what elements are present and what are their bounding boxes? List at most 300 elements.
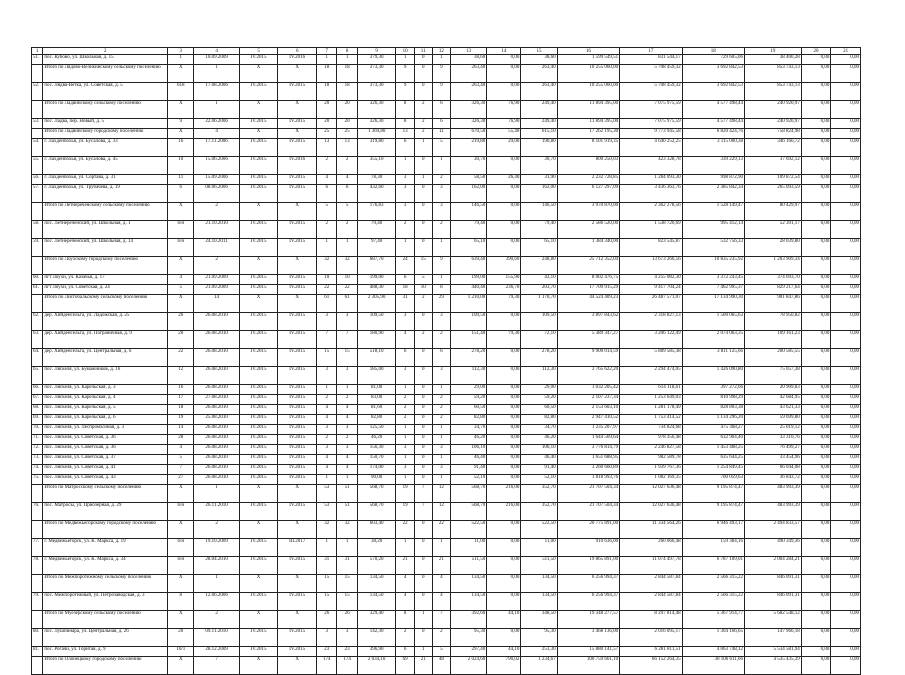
value-cell: 20 (317, 119, 337, 129)
value-cell: 1 134 296,20 (682, 415, 744, 425)
value-cell: 134,50 (521, 575, 557, 593)
value-cell: 11,00 (521, 539, 557, 557)
value-cell: 3 (337, 367, 357, 385)
table-row (32, 435, 861, 445)
value-cell: 27 (168, 475, 194, 485)
value-cell: 263,40 (450, 65, 486, 83)
value-cell: 1 426 090,80 (682, 367, 744, 385)
value-cell: 21 707 504,34 (557, 485, 619, 503)
value-cell: 10 255 060,00 (557, 83, 619, 101)
value-cell: 3 811 125,66 (682, 349, 744, 367)
value-cell: 396,90 (357, 647, 396, 657)
value-cell: 26 487 571,07 (620, 295, 682, 313)
value-cell: 1 (194, 65, 239, 83)
value-cell: 11,00 (450, 539, 486, 557)
value-cell: 2 (337, 221, 357, 239)
value-cell: 3 (317, 425, 337, 435)
value-cell: 24.10.2011 (194, 239, 239, 257)
address-cell: пос. Рогачи, ул. Горитая, д. 9 (43, 647, 168, 657)
value-cell: IV.2015 (239, 593, 278, 611)
value-cell: 355,10 (357, 157, 396, 175)
value-cell: 15 (337, 593, 357, 611)
value-cell: 568,70 (357, 503, 396, 521)
value-cell: б/н (168, 539, 194, 557)
value-cell: 6 946 493,17 (682, 521, 744, 539)
value-cell: IV.2015 (239, 139, 278, 157)
subtotal-row (32, 257, 861, 275)
value-cell: 37 692,12 (745, 157, 802, 175)
value-cell: 263,40 (521, 83, 557, 101)
column-number: 7 (317, 48, 337, 55)
value-cell: 36 843,72 (745, 475, 802, 485)
value-cell: 134,50 (450, 593, 486, 611)
value-cell: 134,50 (450, 575, 486, 593)
value-cell: IV.2015 (278, 185, 317, 203)
value-cell: 2 362 278,56 (620, 203, 682, 221)
value-cell: 2 (194, 611, 239, 629)
value-cell: 4 (432, 575, 450, 593)
value-cell: 95,30 (450, 629, 486, 647)
value-cell: 199,00 (357, 275, 396, 285)
value-cell: IV.2015 (239, 331, 278, 349)
value-cell: 2 232 728,85 (557, 175, 619, 185)
value-cell: 1 (432, 55, 450, 65)
value-cell: 7 (414, 503, 432, 521)
value-cell: 59,20 (450, 395, 486, 405)
value-cell: IV.2015 (239, 405, 278, 415)
value-cell: 0,00 (487, 239, 521, 257)
value-cell: 97,40 (357, 239, 396, 257)
subtotal-row (32, 521, 861, 539)
value-cell: 2 (194, 257, 239, 275)
value-cell: 38 400,28 (745, 55, 802, 65)
address-cell: Итого по Матросскому сельскому поселению (43, 485, 168, 503)
value-cell: 326,30 (357, 101, 396, 119)
value-cell: 190,80 (521, 139, 557, 157)
value-cell: 11 (168, 175, 194, 185)
value-cell: 83,00 (357, 395, 396, 405)
value-cell: 2 (414, 101, 432, 119)
value-cell: 0,00 (831, 83, 861, 101)
value-cell: 373,30 (357, 65, 396, 83)
value-cell: 4 640 252,25 (620, 139, 682, 157)
value-cell: 6 (396, 349, 414, 367)
value-cell: 326,30 (450, 119, 486, 129)
value-cell: IV.2015 (278, 455, 317, 465)
value-cell: 1 (317, 475, 337, 485)
value-cell: 76 499,27 (745, 445, 802, 455)
value-cell: IV.2015 (278, 331, 317, 349)
value-cell: 106,10 (521, 445, 557, 455)
value-cell: 3 (317, 629, 337, 647)
row-number: 55. (32, 157, 43, 175)
value-cell: 831 544,17 (620, 55, 682, 65)
value-cell: 38,60 (450, 55, 486, 65)
value-cell: 0,00 (801, 139, 831, 157)
value-cell: 162,00 (450, 185, 486, 203)
value-cell: 6 (337, 185, 357, 203)
value-cell: 4 (396, 593, 414, 611)
value-cell: 1 304 166,65 (682, 629, 744, 647)
value-cell: 4 (317, 465, 337, 475)
value-cell: 0,00 (487, 185, 521, 203)
value-cell: 1 (396, 425, 414, 435)
value-cell: 1 538 726,69 (620, 221, 682, 239)
value-cell: 7 (194, 657, 239, 675)
value-cell: 0,00 (487, 405, 521, 415)
value-cell: 0,00 (831, 331, 861, 349)
value-cell: 5 889 585,38 (620, 349, 682, 367)
row-number (32, 101, 43, 119)
value-cell: 21 (396, 557, 414, 575)
value-cell: 176,83 (357, 203, 396, 221)
value-cell: 0 (414, 465, 432, 475)
value-cell: 46,40 (450, 455, 486, 465)
value-cell: X (278, 101, 317, 119)
value-cell: 2 074 063,35 (682, 331, 744, 349)
value-cell: 0,00 (801, 55, 831, 65)
value-cell: 18 (337, 83, 357, 101)
value-cell: 278,20 (450, 349, 486, 367)
value-cell: 2 305,90 (357, 295, 396, 313)
address-cell: г. Лахденпохья, ул. Бусалова, д. 33 (43, 139, 168, 157)
value-cell: 0,00 (831, 503, 861, 521)
column-number: 21 (831, 48, 861, 55)
value-cell: 13 (396, 129, 414, 139)
value-cell: 219,80 (450, 139, 486, 157)
value-cell: 0 (414, 629, 432, 647)
value-cell: 17 (168, 395, 194, 405)
row-number: 64. (32, 349, 43, 367)
value-cell: 9 (432, 83, 450, 101)
value-cell: IV.2015 (278, 647, 317, 657)
column-number: 17 (620, 48, 682, 55)
value-cell: 12 (432, 503, 450, 521)
value-cell: IV.2015 (239, 475, 278, 485)
value-cell: 1 500 065,63 (682, 313, 744, 331)
value-cell: 2 246 827,58 (620, 445, 682, 455)
table-row (32, 455, 861, 465)
address-cell: Итого по Лоухскому городскому поселению (43, 257, 168, 275)
row-number: 56. (32, 175, 43, 185)
value-cell: 374 693,70 (745, 275, 802, 285)
value-cell: б/н (168, 557, 194, 575)
value-cell: 0,00 (801, 435, 831, 445)
value-cell: 3 (396, 445, 414, 455)
value-cell: 1 (194, 101, 239, 119)
value-cell: 2 (317, 395, 337, 405)
value-cell: 0,00 (487, 221, 521, 239)
value-cell: 26,40 (487, 175, 521, 185)
value-cell: 9 (432, 65, 450, 83)
value-cell: 20 (168, 331, 194, 349)
value-cell: 1 (432, 435, 450, 445)
value-cell: X (239, 657, 278, 675)
address-cell: Итого по Лядово-Великинскому сельскому поселению (43, 65, 168, 83)
value-cell: IV.2015 (278, 557, 317, 575)
row-number: 71. (32, 435, 43, 445)
value-cell: 6 256 994,37 (557, 575, 619, 593)
value-cell: 5 389 347,27 (557, 331, 619, 349)
value-cell: 1 (432, 157, 450, 175)
value-cell: 2 (432, 331, 450, 349)
table-row (32, 629, 861, 647)
value-cell: 3 (432, 313, 450, 331)
value-cell: 3 (432, 203, 450, 221)
value-cell: 81,60 (357, 405, 396, 415)
row-number (32, 575, 43, 593)
value-cell: 23 (317, 647, 337, 657)
value-cell: 729 605,06 (682, 55, 744, 65)
table-row (32, 405, 861, 415)
value-cell: 155,90 (487, 275, 521, 285)
value-cell: 1 528 149,47 (682, 203, 744, 221)
value-cell: 3 (396, 185, 414, 203)
value-cell: 21 (414, 657, 432, 675)
value-cell: X (278, 657, 317, 675)
value-cell: X (278, 257, 317, 275)
value-cell: 3 (396, 367, 414, 385)
value-cell: 17 134 990,30 (682, 295, 744, 313)
value-cell: 0,00 (801, 521, 831, 539)
value-cell: X (168, 575, 194, 593)
value-cell: 30 106 611,66 (682, 657, 744, 675)
subtotal-row (32, 65, 861, 83)
value-cell: 440,40 (450, 285, 486, 295)
value-cell: 0,00 (831, 129, 861, 139)
value-cell: 2 (337, 395, 357, 405)
value-cell: 297,40 (450, 647, 486, 657)
value-cell: 2 947 410,52 (557, 415, 619, 425)
value-cell: 146,50 (450, 203, 486, 221)
value-cell: 1 369,80 (357, 129, 396, 139)
value-cell: IV.2015 (278, 119, 317, 129)
address-cell: пос. Ляскеля, ул. Советская, д. 41 (43, 465, 168, 475)
value-cell: IV.2015 (278, 465, 317, 475)
value-cell: 0 (414, 539, 432, 557)
value-cell: 0,00 (801, 221, 831, 239)
value-cell: 2 107 237,34 (557, 395, 619, 405)
address-cell: пос. Межпоротежный, ул. Петрозаводская, д. 3 (43, 593, 168, 611)
value-cell: 0,00 (801, 185, 831, 203)
value-cell: III.2017 (278, 539, 317, 557)
value-cell: 29,00 (450, 385, 486, 395)
value-cell: 263,40 (450, 83, 486, 101)
row-number: 57. (32, 185, 43, 203)
value-cell: 568,70 (357, 485, 396, 503)
address-cell: г. Лахденпохья, ул. Бусалова, д. 45 (43, 157, 168, 175)
table-row (32, 395, 861, 405)
column-number: 18 (682, 48, 744, 55)
value-cell: 25 (337, 129, 357, 139)
value-cell: 10 (414, 285, 432, 295)
value-cell: 4 (194, 129, 239, 139)
value-cell: 19 348 277,57 (557, 611, 619, 629)
value-cell: IV.2015 (239, 55, 278, 65)
value-cell: 3 (432, 367, 450, 385)
value-cell: 4 577 498,44 (682, 101, 744, 119)
column-number-row (32, 48, 861, 55)
value-cell: 125,50 (357, 425, 396, 435)
value-cell: 901 847,86 (745, 295, 802, 313)
address-cell: Итого по Олонецкому городскому поселению (43, 657, 168, 675)
value-cell: 687,70 (357, 257, 396, 275)
value-cell: 0 (414, 221, 432, 239)
value-cell: 800 250,03 (557, 157, 619, 175)
value-cell: 2 (317, 221, 337, 239)
value-cell: 91,40 (521, 465, 557, 475)
value-cell: 4 (432, 593, 450, 611)
value-cell: 203,70 (521, 285, 557, 295)
value-cell: 1 (168, 55, 194, 65)
value-cell: X (278, 129, 317, 139)
value-cell: 174 (337, 657, 357, 675)
value-cell: 1 235 207,97 (557, 425, 619, 435)
value-cell: 26 (168, 313, 194, 331)
column-number: 10 (396, 48, 414, 55)
value-cell: 21.09.2009 (194, 275, 239, 285)
column-number: 6 (278, 48, 317, 55)
value-cell: 134,50 (357, 593, 396, 611)
value-cell: 0,00 (831, 521, 861, 539)
value-cell: 0,00 (801, 557, 831, 575)
value-cell: IV.2015 (278, 367, 317, 385)
value-cell: 3 115 000,38 (682, 139, 744, 157)
row-number: 69. (32, 415, 43, 425)
value-cell: 700 059,63 (682, 475, 744, 485)
value-cell: 142,30 (357, 629, 396, 647)
row-number (32, 257, 43, 275)
value-cell: 8 (432, 285, 450, 295)
value-cell: 0,00 (831, 119, 861, 129)
value-cell: 30,70 (521, 157, 557, 175)
table-row (32, 239, 861, 257)
value-cell: 2 (396, 415, 414, 425)
value-cell: 3 (317, 367, 337, 385)
value-cell: 0,00 (487, 593, 521, 611)
address-cell: дер. Хийденсельга, ул. Центральная, д. 6 (43, 349, 168, 367)
value-cell: 0,00 (801, 629, 831, 647)
value-cell: 810 998,29 (682, 395, 744, 405)
value-cell: 1 (432, 475, 450, 485)
value-cell: 59 699,80 (745, 415, 802, 425)
value-cell: 0,00 (487, 385, 521, 395)
value-cell: 10 (317, 275, 337, 285)
value-cell: 7 075 975,59 (620, 119, 682, 129)
value-cell: 15 (337, 575, 357, 593)
value-cell: X (168, 101, 194, 119)
value-cell: 0,00 (831, 647, 861, 657)
value-cell: 0,00 (487, 539, 521, 557)
value-cell: 5 367 914,77 (682, 611, 744, 629)
value-cell: 2 (414, 129, 432, 139)
value-cell: 26.08.2010 (194, 425, 239, 435)
value-cell: 43,10 (521, 275, 557, 285)
value-cell: 9 417 704,24 (620, 285, 682, 295)
value-cell: 1 (432, 385, 450, 395)
value-cell: 10 (168, 157, 194, 175)
value-cell: 3 970 870,00 (557, 203, 619, 221)
subtotal-row (32, 485, 861, 503)
value-cell: 0,00 (801, 119, 831, 129)
value-cell: 0,00 (487, 83, 521, 101)
column-number: 5 (239, 48, 278, 55)
table-row (32, 157, 861, 175)
value-cell: IV.2015 (278, 239, 317, 257)
value-cell: 6 (432, 349, 450, 367)
value-cell: 24 (396, 257, 414, 275)
value-cell: 2 844 587,84 (620, 575, 682, 593)
value-cell: 1 082 169,35 (620, 475, 682, 485)
value-cell: 0,00 (801, 503, 831, 521)
value-cell: 12 (432, 485, 450, 503)
value-cell: 0,00 (801, 313, 831, 331)
value-cell: 26.08.2010 (194, 331, 239, 349)
value-cell: 0,00 (831, 593, 861, 611)
row-number: 79. (32, 593, 43, 611)
value-cell: 263,40 (521, 65, 557, 83)
value-cell: 18 (317, 65, 337, 83)
value-cell: 44,10 (487, 647, 521, 657)
value-cell: 60,50 (450, 405, 486, 415)
value-cell: 4 (396, 331, 414, 349)
row-number (32, 611, 43, 629)
value-cell: 14 (168, 425, 194, 435)
value-cell: 0,00 (801, 129, 831, 139)
address-cell: Итого по Летнереченскому сельскому поселению (43, 203, 168, 221)
value-cell: 0,00 (487, 313, 521, 331)
value-cell: 26.08.2010 (194, 445, 239, 455)
value-cell: 6 (396, 647, 414, 657)
value-cell: 0,00 (801, 485, 831, 503)
value-cell: 373,30 (357, 83, 396, 101)
value-cell: 109 161,23 (745, 331, 802, 349)
value-cell: 0,00 (831, 657, 861, 675)
value-cell: 352,70 (521, 485, 557, 503)
value-cell: 19 (396, 485, 414, 503)
value-cell: 25 (317, 129, 337, 139)
table-row (32, 221, 861, 239)
table-row (32, 415, 861, 425)
row-number: 63. (32, 331, 43, 349)
value-cell: 10 255 060,00 (557, 65, 619, 83)
value-cell: 109,50 (450, 313, 486, 331)
value-cell: 532 756,33 (682, 239, 744, 257)
value-cell: 518,10 (357, 349, 396, 367)
value-cell: 0,00 (487, 425, 521, 435)
value-cell: 61 (317, 295, 337, 313)
value-cell: 6 (396, 139, 414, 157)
value-cell: 615,10 (521, 129, 557, 139)
value-cell: 853 743,13 (745, 65, 802, 83)
value-cell: 112,30 (450, 367, 486, 385)
value-cell: 2 (194, 521, 239, 539)
value-cell: 240 920,97 (745, 101, 802, 119)
value-cell: 38,20 (357, 539, 396, 557)
value-cell: 490 349,36 (745, 539, 802, 557)
value-cell: 0,00 (801, 349, 831, 367)
value-cell: IV.2015 (239, 455, 278, 465)
value-cell: 26.08.2010 (194, 465, 239, 475)
value-cell: 31 (337, 557, 357, 575)
value-cell: X (278, 203, 317, 221)
value-cell: 29,00 (521, 385, 557, 395)
value-cell: 4 (168, 275, 194, 285)
value-cell: 390,60 (487, 257, 521, 275)
value-cell: 982 589,78 (620, 455, 682, 465)
value-cell: 0 (414, 395, 432, 405)
value-cell: 2 586 520,00 (557, 221, 619, 239)
